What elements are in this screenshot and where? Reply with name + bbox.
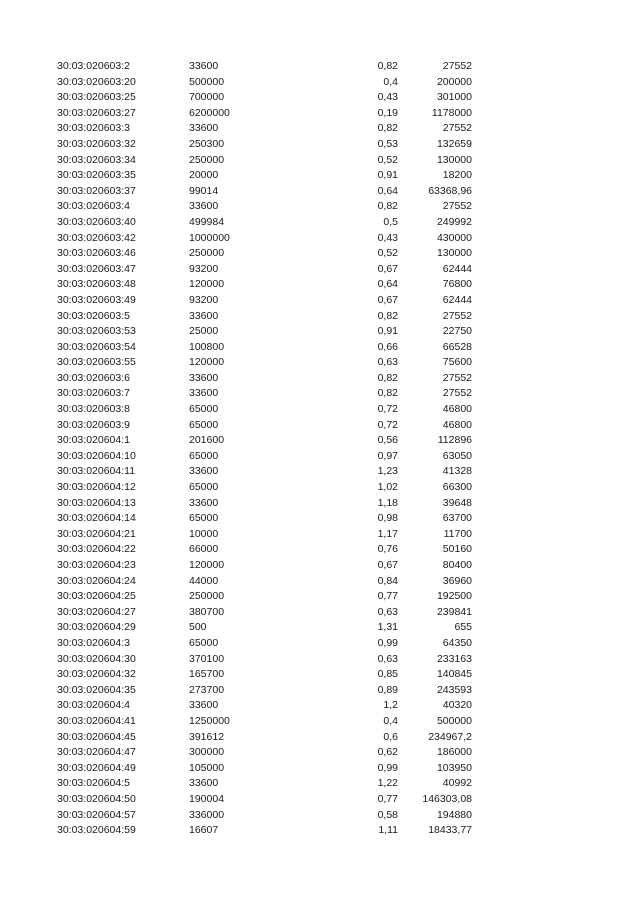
amount-cell: 380700	[189, 605, 225, 618]
total-cell: 186000	[436, 746, 472, 759]
cadastral-number-cell: 30:03:020604:27	[57, 605, 136, 618]
total-cell: 301000	[436, 91, 472, 104]
coefficient-cell: 0,98	[377, 512, 398, 525]
coefficient-cell: 0,43	[377, 91, 398, 104]
total-cell: 41328	[442, 465, 472, 478]
amount-cell: 165700	[189, 668, 225, 681]
cadastral-number-cell: 30:03:020603:8	[57, 403, 130, 416]
table-row	[0, 745, 640, 761]
table-row	[0, 231, 640, 247]
total-cell: 103950	[436, 761, 472, 774]
amount-cell: 25000	[189, 325, 219, 338]
coefficient-cell: 1,18	[377, 496, 398, 509]
cadastral-number-cell: 30:03:020603:25	[57, 91, 136, 104]
table-row	[0, 558, 640, 574]
amount-cell: 250300	[189, 137, 225, 150]
coefficient-cell: 0,82	[377, 309, 398, 322]
cadastral-number-cell: 30:03:020603:5	[57, 309, 130, 322]
cadastral-number-cell: 30:03:020604:45	[57, 730, 136, 743]
table-row	[0, 386, 640, 402]
table-row	[0, 309, 640, 325]
cadastral-number-cell: 30:03:020604:47	[57, 746, 136, 759]
cadastral-number-cell: 30:03:020603:54	[57, 340, 136, 353]
amount-cell: 33600	[189, 465, 219, 478]
coefficient-cell: 0,67	[377, 559, 398, 571]
table-row	[0, 776, 640, 792]
total-cell: 62444	[442, 293, 472, 306]
total-cell: 27552	[442, 371, 472, 384]
amount-cell: 336000	[189, 808, 225, 821]
total-cell: 64350	[442, 636, 472, 649]
total-cell: 62444	[442, 262, 472, 275]
total-cell: 40992	[442, 777, 472, 790]
cadastral-number-cell: 30:03:020603:40	[57, 215, 136, 228]
coefficient-cell: 1,23	[377, 465, 398, 478]
amount-cell: 33600	[189, 60, 219, 72]
amount-cell: 500000	[189, 75, 225, 88]
table-row	[0, 153, 640, 169]
cadastral-number-cell: 30:03:020603:34	[57, 153, 136, 166]
amount-cell: 250000	[189, 590, 225, 603]
cadastral-number-cell: 30:03:020604:12	[57, 481, 136, 494]
total-cell: 46800	[442, 418, 472, 431]
table-row	[0, 293, 640, 309]
coefficient-cell: 0,63	[377, 356, 398, 369]
total-cell: 80400	[442, 559, 472, 571]
total-cell: 146303,08	[422, 792, 472, 805]
table-row	[0, 121, 640, 137]
cadastral-number-cell: 30:03:020603:53	[57, 325, 136, 338]
amount-cell: 16607	[189, 824, 219, 837]
coefficient-cell: 0,82	[377, 200, 398, 213]
cadastral-number-cell: 30:03:020603:20	[57, 75, 136, 88]
coefficient-cell: 0,97	[377, 449, 398, 462]
cadastral-number-cell: 30:03:020603:27	[57, 106, 136, 119]
coefficient-cell: 0,91	[377, 325, 398, 338]
coefficient-cell: 0,64	[377, 184, 398, 197]
table-row	[0, 511, 640, 527]
table-row	[0, 761, 640, 777]
amount-cell: 99014	[189, 184, 219, 197]
table-row	[0, 714, 640, 730]
cadastral-number-cell: 30:03:020604:14	[57, 512, 136, 525]
amount-cell: 44000	[189, 574, 219, 587]
total-cell: 36960	[442, 574, 472, 587]
table-row	[0, 184, 640, 200]
cadastral-number-cell: 30:03:020604:50	[57, 792, 136, 805]
cadastral-number-cell: 30:03:020603:55	[57, 356, 136, 369]
total-cell: 11700	[443, 527, 472, 540]
cadastral-number-cell: 30:03:020604:5	[57, 777, 130, 790]
coefficient-cell: 0,84	[377, 574, 398, 587]
coefficient-cell: 0,82	[377, 122, 398, 135]
coefficient-cell: 0,67	[377, 262, 398, 275]
coefficient-cell: 0,4	[383, 75, 398, 88]
amount-cell: 65000	[189, 481, 219, 494]
total-cell: 27552	[442, 387, 472, 400]
coefficient-cell: 0,67	[377, 293, 398, 306]
cadastral-number-cell: 30:03:020603:32	[57, 137, 136, 150]
table-row	[0, 371, 640, 387]
total-cell: 18433,77	[428, 824, 472, 837]
total-cell: 249992	[436, 215, 472, 228]
coefficient-cell: 0,64	[377, 278, 398, 291]
total-cell: 63700	[442, 512, 472, 525]
coefficient-cell: 0,6	[383, 730, 398, 743]
table-row	[0, 605, 640, 621]
coefficient-cell: 0,91	[377, 169, 398, 182]
coefficient-cell: 1,17	[377, 527, 398, 540]
coefficient-cell: 0,5	[383, 215, 398, 228]
cadastral-number-cell: 30:03:020603:48	[57, 278, 136, 291]
table-row	[0, 215, 640, 231]
coefficient-cell: 1,22	[377, 777, 398, 790]
amount-cell: 6200000	[189, 106, 230, 119]
cadastral-number-cell: 30:03:020604:32	[57, 668, 136, 681]
amount-cell: 33600	[189, 777, 219, 790]
data-table	[0, 59, 640, 839]
coefficient-cell: 0,58	[377, 808, 398, 821]
total-cell: 130000	[436, 153, 472, 166]
coefficient-cell: 0,77	[377, 792, 398, 805]
coefficient-cell: 0,72	[377, 403, 398, 416]
amount-cell: 66000	[189, 543, 219, 556]
coefficient-cell: 1,02	[377, 481, 398, 494]
total-cell: 194880	[436, 808, 472, 821]
total-cell: 66528	[442, 340, 472, 353]
cadastral-number-cell: 30:03:020604:35	[57, 683, 136, 696]
coefficient-cell: 0,4	[383, 714, 398, 727]
total-cell: 192500	[436, 590, 472, 603]
table-row	[0, 823, 640, 839]
amount-cell: 370100	[189, 652, 225, 665]
table-row	[0, 636, 640, 652]
total-cell: 1178000	[431, 106, 472, 119]
total-cell: 63368,96	[428, 184, 472, 197]
amount-cell: 65000	[189, 449, 219, 462]
total-cell: 112896	[437, 434, 472, 447]
total-cell: 132659	[436, 137, 472, 150]
coefficient-cell: 0,99	[377, 636, 398, 649]
total-cell: 655	[454, 621, 472, 634]
cadastral-number-cell: 30:03:020603:3	[57, 122, 130, 135]
total-cell: 140845	[436, 668, 472, 681]
amount-cell: 700000	[189, 91, 225, 104]
amount-cell: 33600	[189, 200, 219, 213]
total-cell: 233163	[436, 652, 472, 665]
cadastral-number-cell: 30:03:020604:23	[57, 559, 136, 571]
table-row	[0, 589, 640, 605]
amount-cell: 20000	[189, 169, 219, 182]
table-row	[0, 199, 640, 215]
table-row	[0, 418, 640, 434]
total-cell: 63050	[442, 449, 472, 462]
table-row	[0, 168, 640, 184]
cadastral-number-cell: 30:03:020604:30	[57, 652, 136, 665]
cadastral-number-cell: 30:03:020603:37	[57, 184, 136, 197]
amount-cell: 65000	[189, 403, 219, 416]
table-row	[0, 527, 640, 543]
total-cell: 243593	[436, 683, 472, 696]
total-cell: 50160	[442, 543, 472, 556]
amount-cell: 1250000	[189, 714, 230, 727]
cadastral-number-cell: 30:03:020604:4	[57, 699, 130, 712]
coefficient-cell: 1,11	[378, 824, 398, 837]
table-row	[0, 808, 640, 824]
coefficient-cell: 0,52	[377, 153, 398, 166]
table-row	[0, 698, 640, 714]
amount-cell: 499984	[189, 215, 225, 228]
amount-cell: 190004	[189, 792, 225, 805]
cadastral-number-cell: 30:03:020604:21	[57, 527, 136, 540]
amount-cell: 250000	[189, 153, 225, 166]
table-row	[0, 652, 640, 668]
table-row	[0, 730, 640, 746]
cadastral-number-cell: 30:03:020604:41	[57, 714, 136, 727]
amount-cell: 33600	[189, 122, 219, 135]
total-cell: 27552	[442, 122, 472, 135]
total-cell: 500000	[436, 714, 472, 727]
amount-cell: 120000	[189, 559, 225, 571]
table-row	[0, 90, 640, 106]
table-row	[0, 574, 640, 590]
coefficient-cell: 0,66	[377, 340, 398, 353]
table-row	[0, 246, 640, 262]
table-row	[0, 75, 640, 91]
amount-cell: 65000	[189, 512, 219, 525]
coefficient-cell: 1,31	[377, 621, 398, 634]
total-cell: 27552	[442, 309, 472, 322]
total-cell: 27552	[442, 60, 472, 72]
cadastral-number-cell: 30:03:020604:3	[57, 636, 130, 649]
table-row	[0, 433, 640, 449]
amount-cell: 300000	[189, 746, 225, 759]
coefficient-cell: 0,77	[377, 590, 398, 603]
cadastral-number-cell: 30:03:020603:7	[57, 387, 130, 400]
total-cell: 239841	[436, 605, 472, 618]
table-row	[0, 262, 640, 278]
cadastral-number-cell: 30:03:020603:2	[57, 60, 130, 72]
amount-cell: 93200	[189, 262, 219, 275]
coefficient-cell: 0,63	[377, 652, 398, 665]
table-row	[0, 464, 640, 480]
coefficient-cell: 0,19	[377, 106, 398, 119]
table-row	[0, 683, 640, 699]
amount-cell: 33600	[189, 309, 219, 322]
coefficient-cell: 0,89	[377, 683, 398, 696]
coefficient-cell: 1,2	[383, 699, 398, 712]
cadastral-number-cell: 30:03:020603:42	[57, 231, 136, 244]
total-cell: 66300	[442, 481, 472, 494]
total-cell: 27552	[442, 200, 472, 213]
total-cell: 75600	[442, 356, 472, 369]
table-row	[0, 340, 640, 356]
total-cell: 40320	[442, 699, 472, 712]
table-row	[0, 324, 640, 340]
total-cell: 39648	[442, 496, 472, 509]
table-row	[0, 542, 640, 558]
coefficient-cell: 0,76	[377, 543, 398, 556]
cadastral-number-cell: 30:03:020603:9	[57, 418, 130, 431]
amount-cell: 250000	[189, 247, 225, 260]
table-row	[0, 277, 640, 293]
coefficient-cell: 0,82	[377, 60, 398, 72]
total-cell: 234967,2	[428, 730, 472, 743]
cadastral-number-cell: 30:03:020604:11	[57, 465, 136, 478]
cadastral-number-cell: 30:03:020604:25	[57, 590, 136, 603]
amount-cell: 33600	[189, 387, 219, 400]
amount-cell: 120000	[189, 356, 225, 369]
total-cell: 130000	[436, 247, 472, 260]
total-cell: 18200	[442, 169, 472, 182]
cadastral-number-cell: 30:03:020603:49	[57, 293, 136, 306]
cadastral-number-cell: 30:03:020604:10	[57, 449, 136, 462]
amount-cell: 33600	[189, 699, 219, 712]
cadastral-number-cell: 30:03:020604:24	[57, 574, 136, 587]
table-row	[0, 355, 640, 371]
coefficient-cell: 0,62	[377, 746, 398, 759]
table-row	[0, 137, 640, 153]
cadastral-number-cell: 30:03:020604:13	[57, 496, 136, 509]
table-row	[0, 449, 640, 465]
cadastral-number-cell: 30:03:020604:49	[57, 761, 136, 774]
cadastral-number-cell: 30:03:020603:35	[57, 169, 136, 182]
table-row	[0, 480, 640, 496]
coefficient-cell: 0,82	[377, 371, 398, 384]
table-row	[0, 496, 640, 512]
coefficient-cell: 0,72	[377, 418, 398, 431]
amount-cell: 33600	[189, 371, 219, 384]
amount-cell: 500	[189, 621, 207, 634]
table-row	[0, 402, 640, 418]
table-row	[0, 792, 640, 808]
total-cell: 200000	[436, 75, 472, 88]
amount-cell: 201600	[189, 434, 225, 447]
cadastral-number-cell: 30:03:020604:22	[57, 543, 136, 556]
amount-cell: 105000	[189, 761, 225, 774]
amount-cell: 93200	[189, 293, 219, 306]
coefficient-cell: 0,82	[377, 387, 398, 400]
amount-cell: 100800	[189, 340, 225, 353]
cadastral-number-cell: 30:03:020603:47	[57, 262, 136, 275]
cadastral-number-cell: 30:03:020604:1	[57, 434, 130, 447]
amount-cell: 391612	[189, 730, 225, 743]
amount-cell: 1000000	[189, 231, 230, 244]
coefficient-cell: 0,56	[377, 434, 398, 447]
amount-cell: 120000	[189, 278, 225, 291]
coefficient-cell: 0,99	[377, 761, 398, 774]
coefficient-cell: 0,63	[377, 605, 398, 618]
amount-cell: 10000	[189, 527, 219, 540]
cadastral-number-cell: 30:03:020604:57	[57, 808, 136, 821]
table-row	[0, 59, 640, 75]
cadastral-number-cell: 30:03:020604:29	[57, 621, 136, 634]
amount-cell: 65000	[189, 636, 219, 649]
total-cell: 22750	[442, 325, 472, 338]
amount-cell: 273700	[189, 683, 225, 696]
total-cell: 46800	[442, 403, 472, 416]
amount-cell: 65000	[189, 418, 219, 431]
cadastral-number-cell: 30:03:020603:46	[57, 247, 136, 260]
total-cell: 430000	[436, 231, 472, 244]
total-cell: 76800	[442, 278, 472, 291]
coefficient-cell: 0,85	[377, 668, 398, 681]
table-row	[0, 106, 640, 122]
coefficient-cell: 0,52	[377, 247, 398, 260]
table-row	[0, 667, 640, 683]
cadastral-number-cell: 30:03:020603:4	[57, 200, 130, 213]
coefficient-cell: 0,53	[377, 137, 398, 150]
amount-cell: 33600	[189, 496, 219, 509]
cadastral-number-cell: 30:03:020604:59	[57, 824, 136, 837]
coefficient-cell: 0,43	[377, 231, 398, 244]
cadastral-number-cell: 30:03:020603:6	[57, 371, 130, 384]
table-row	[0, 620, 640, 636]
